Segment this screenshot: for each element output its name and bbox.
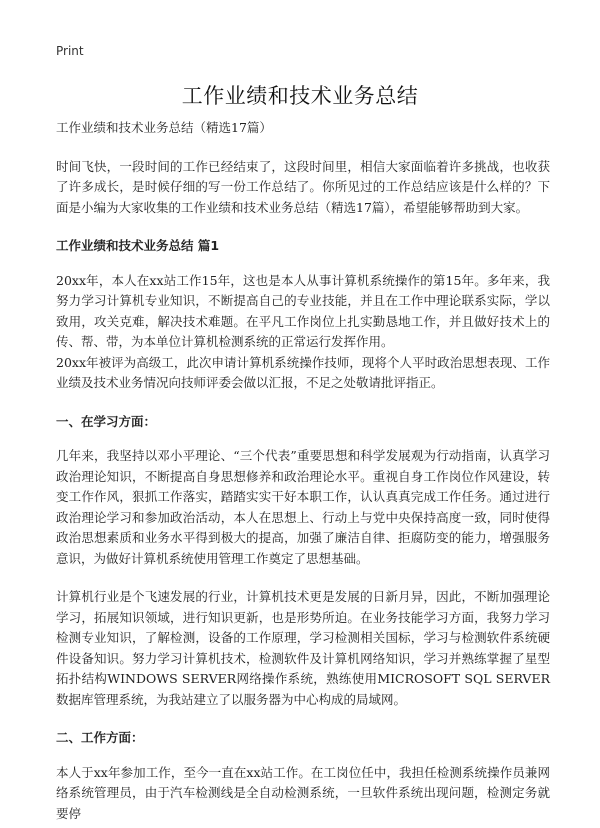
document-body bbox=[56, 118, 550, 824]
intro-paragraph: 时间飞快，一段时间的工作已经结束了，这段时间里，相信大家面临着许多挑战，也收获了许多成长，是时候仔细的写一份工作总结了。你所见过的工作总结应该是什么样的？下面是小编为大家收集的工作业绩和技术业务总结（精选17篇），希望能够帮助到大家。 bbox=[56, 158, 550, 215]
article-paragraph-1: 20xx年，本人在xx站工作15年，这也是本人从事计算机系统操作的第15年。多年来，我努力学习计算机专业知识，不断提高自己的专业技能，并且在工作中理论联系实际，学以致用，攻关克难，解决技术难题。在平凡工作岗位上扎实勤恳地工作，并且做好技术上的传、帮、带，为本单位计算机检测系统的正常运行发挥作用。 bbox=[56, 272, 550, 349]
work-paragraph-1: 本人于xx年参加工作，至今一直在xx站工作。在工岗位任中，我担任检测系统操作员兼网络系统管理员，由于汽车检测线是全自动检测系统，一旦软件系统出现问题，检测定务就要停 bbox=[56, 764, 550, 821]
study-paragraph-2: 计算机行业是个飞速发展的行业，计算机技术更是发展的日新月异，因此，不断加强理论学习，拓展知识领域，进行知识更新，也是形势所迫。在业务技能学习方面，我努力学习检测专业知识，了解检测，设备的工作原理，学习检测相关国标，学习与检测软件系统硬件设备知识。努力学习计算机技术，检测软件及计算机网络知识，学习并熟练掌握了星型拓扑结构WINDOWS SERVER网络操作系统，熟练使用MICROSOFT SQL SERVER 数据库管理系统，为我站建立了以服务器为中心构成的局域网。 bbox=[56, 589, 550, 707]
article-paragraph-2: 20xx年被评为高级工，此次申请计算机系统操作技师，现将个人平时政治思想表现、工作业绩及技术业务情况向技师评委会做以汇报，不足之处敬请批评指正。 bbox=[56, 354, 550, 390]
section-heading-work: 二、工作方面： bbox=[56, 730, 144, 745]
study-paragraph-1: 几年来，我坚持以邓小平理论、“三个代表”重要思想和科学发展观为行动指南，认真学习政治理论知识，不断提高自身思想修养和政治理论水平。重视自身工作岗位作风建设，转变工作作风，狠抓工作落实，踏踏实实干好本职工作，认认真真完成工作任务。通过进行政治理论学习和参加政治活动，本人在思想上、行动上与党中央保持高度一致，同时使得政治思想素质和业务水平得到极大的提高，加强了廉洁自律、拒腐防变的能力，增强服务意识，为做好计算机系统使用管理工作奠定了思想基础。 bbox=[56, 448, 550, 566]
section-heading-study: 一、在学习方面： bbox=[56, 413, 157, 429]
article-heading: 工作业绩和技术业务总结 篇1 bbox=[56, 238, 220, 253]
page-title: 工作业绩和技术业务总结 bbox=[181, 84, 419, 108]
document-subtitle: 工作业绩和技术业务总结（精选17篇） bbox=[56, 120, 272, 135]
print-link[interactable]: Print bbox=[56, 44, 84, 58]
